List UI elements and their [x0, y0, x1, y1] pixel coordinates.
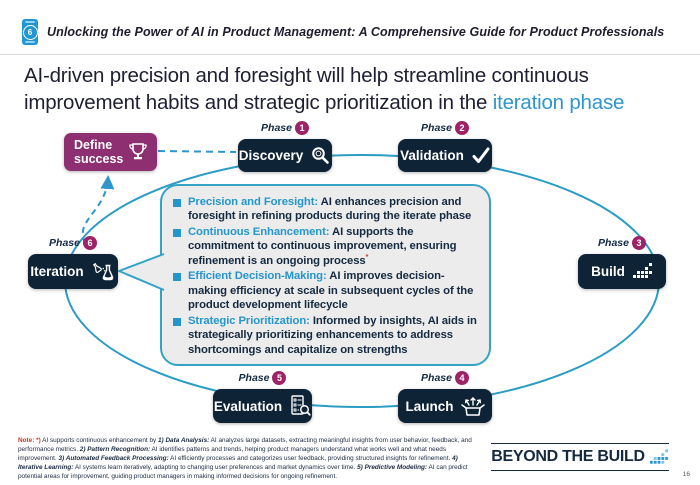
phase-number-badge: 6 [83, 236, 97, 250]
headline-highlight: iteration phase [492, 91, 625, 115]
pixel-blocks-icon [632, 263, 653, 280]
phase-number-badge: 5 [272, 371, 286, 385]
phase-box [578, 254, 666, 289]
phase-word: Phase [598, 237, 629, 249]
define-success-box [64, 133, 157, 171]
phase-label: Evaluation [213, 398, 283, 414]
brand-pixel-icon [649, 449, 669, 466]
footnote-text: AI supports continuous enhancement by 1) Data Analysis: AI analyzes large datasets, extracting meaningful insights from user behavior, feedback, and performance metrics. 2) Pattern Recognition: AI identifies patterns and trends, helping product managers understand what works well and what needs improvement. 3) Automated Feedback Processing: AI efficiently processes and categorizes user feedback, providing structured insights for refinement. 4) Iterative Learning: AI systems learn iteratively, adapting to changing user preferences and market dynamics over time. 5) Predictive Modeling: AI can predict potential areas for improvement, guiding product managers in making informed decisions for ongoing refinement. [18, 437, 472, 481]
open-box-launch-icon [461, 395, 485, 417]
phase-tag [239, 371, 287, 385]
ai-benefits-callout [160, 184, 491, 366]
phase-node-launch [398, 371, 492, 423]
define-to-discovery-dashed-line [158, 151, 236, 152]
phase-box [398, 139, 492, 172]
phase-node-evaluation [213, 371, 312, 423]
phase-node-validation [398, 121, 492, 172]
slide-headline [24, 62, 680, 117]
callout-bullet: Continuous Enhancement: AI supports the commitment to continuous improvement, ensuring refinement is an ongoing process* [173, 225, 477, 268]
callout-bullet: Precision and Foresight: AI enhances precision and foresight in refining products during the iterate phase [173, 195, 477, 224]
callout-pointer [114, 252, 166, 292]
brand-name: BEYOND THE BUILD [491, 448, 645, 465]
phase-label: Discovery [238, 148, 304, 163]
phase-number-badge: 1 [295, 121, 309, 135]
chapter-number: 6 [23, 25, 38, 40]
note-label: Note: *) [18, 437, 41, 444]
phase-tag [421, 121, 469, 135]
brand-logo [491, 443, 669, 471]
phase-word: Phase [238, 372, 270, 384]
footnote [18, 436, 482, 481]
bullet-square-icon [173, 229, 181, 237]
headline-text: AI-driven precision and foresight will help streamline continuous improvement habits and strategic prioritization in the [24, 64, 589, 115]
slide-header [22, 19, 664, 45]
trophy-icon [127, 141, 149, 163]
phase-number-badge: 3 [632, 236, 646, 250]
phase-node-build [578, 236, 666, 289]
define-success-label: Define success [74, 137, 124, 166]
phase-box [213, 389, 312, 423]
chapter-badge-icon [22, 19, 38, 45]
checkmark-icon [471, 147, 490, 164]
phase-tag [49, 236, 97, 250]
phase-number-badge: 4 [455, 371, 469, 385]
phase-word: Phase [421, 122, 452, 134]
phase-number-badge: 2 [455, 121, 469, 135]
phase-box [398, 389, 492, 423]
phase-label: Iteration [30, 264, 84, 279]
flasks-icon [91, 261, 116, 283]
callout-list [173, 195, 477, 357]
phase-node-iteration [28, 236, 118, 289]
phase-word: Phase [261, 122, 292, 134]
phase-label: Launch [405, 398, 454, 414]
bullet-square-icon [173, 273, 181, 281]
checklist-magnifier-icon [289, 395, 311, 417]
phase-label: Validation [400, 148, 464, 163]
slide-header-title: Unlocking the Power of AI in Product Management: A Comprehensive Guide for Product Professionals [47, 25, 665, 39]
phase-node-discovery [238, 121, 332, 172]
phase-tag [261, 121, 309, 135]
magnifier-icon [310, 146, 331, 166]
callout-bullet: Strategic Prioritization: Informed by insights, AI aids in strategically prioritizing enhancements to address shortcomings and capitalize on strengths [173, 314, 477, 357]
callout-bullet: Efficient Decision-Making: AI improves decision-making efficiency at scale in subsequent cycles of the product development lifecycle [173, 269, 477, 312]
phase-box [28, 254, 118, 289]
phase-word: Phase [49, 237, 80, 249]
phase-tag [421, 371, 469, 385]
phase-label: Build [591, 264, 625, 279]
page-number: 16 [682, 471, 690, 478]
phase-box [238, 139, 332, 172]
bullet-square-icon [173, 318, 181, 326]
phase-tag [598, 236, 646, 250]
bullet-square-icon [173, 199, 181, 207]
phase-word: Phase [421, 372, 452, 384]
